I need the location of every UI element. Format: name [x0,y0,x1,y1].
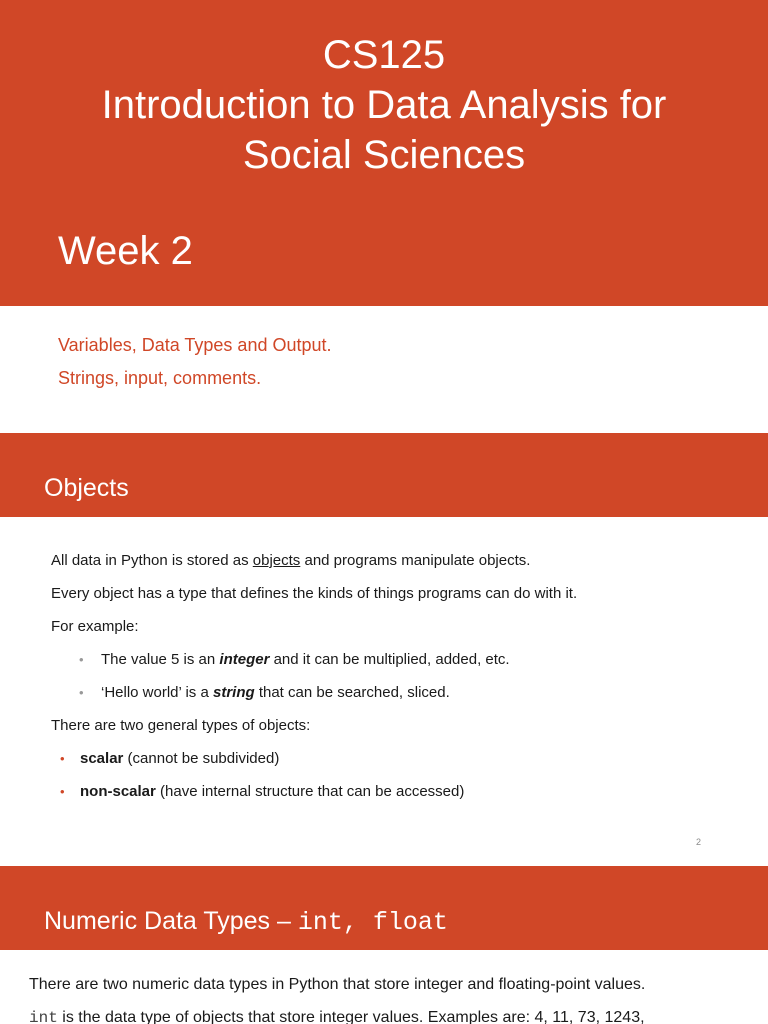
paragraph: Every object has a type that defines the kinds of things programs can do with it. [51,585,578,602]
text: (cannot be subdivided) [123,750,280,767]
term: non-scalar [80,783,156,800]
bullet-icon: • [79,685,84,700]
text: that can be searched, sliced. [254,684,450,701]
numeric-types-slide [0,866,768,1024]
paragraph: There are two numeric data types in Python that store integer and floating-point values. [29,976,646,993]
list-item [51,645,741,678]
slide-header [0,866,768,950]
list-item [51,678,741,711]
heading-text: Numeric Data Types – [44,907,298,935]
text: is the data type of objects that store integer values. Examples are: 4, 11, 73, 1243, [57,1009,645,1024]
title-slide [0,0,768,433]
text: The value 5 is an [101,651,220,668]
paragraph: There are two general types of objects: [51,717,311,734]
bullet-icon: • [60,751,65,766]
subtitle-line2: Strings, input, comments. [58,368,262,388]
week-title: Week 2 [58,229,193,273]
course-title-line2: Social Sciences [242,133,526,177]
course-title-line1: Introduction to Data Analysis for [101,83,667,127]
term: scalar [80,750,124,767]
list-item [51,777,741,810]
emphasis: string [212,684,255,701]
slide-heading: Objects [44,474,129,502]
paragraph [29,1003,759,1024]
text: and programs manipulate objects. [300,552,531,569]
text: (have internal structure that can be accessed) [155,783,465,800]
list-item [51,744,741,777]
paragraph [51,546,741,579]
bullet-icon: • [79,652,84,667]
text: and it can be multiplied, added, etc. [269,651,510,668]
objects-slide [0,433,768,866]
slide-body [51,546,741,810]
course-code: CS125 [322,33,446,77]
bullet-icon: • [60,784,65,799]
slide-header [0,433,768,517]
slide-heading [44,903,448,941]
text: ‘Hello world’ is a [101,684,213,701]
text: All data in Python is stored as [51,552,253,569]
inline-code: int [29,1009,58,1024]
emphasis: integer [219,651,270,668]
subtitle-line1: Variables, Data Types and Output. [58,335,332,355]
course-title [0,30,768,180]
objects-link[interactable]: objects [252,552,301,569]
heading-code: int, float [297,908,448,937]
paragraph: For example: [51,618,139,635]
slide-subtitle [58,329,332,395]
page-number: 2 [696,837,702,847]
slide-body [29,970,759,1024]
